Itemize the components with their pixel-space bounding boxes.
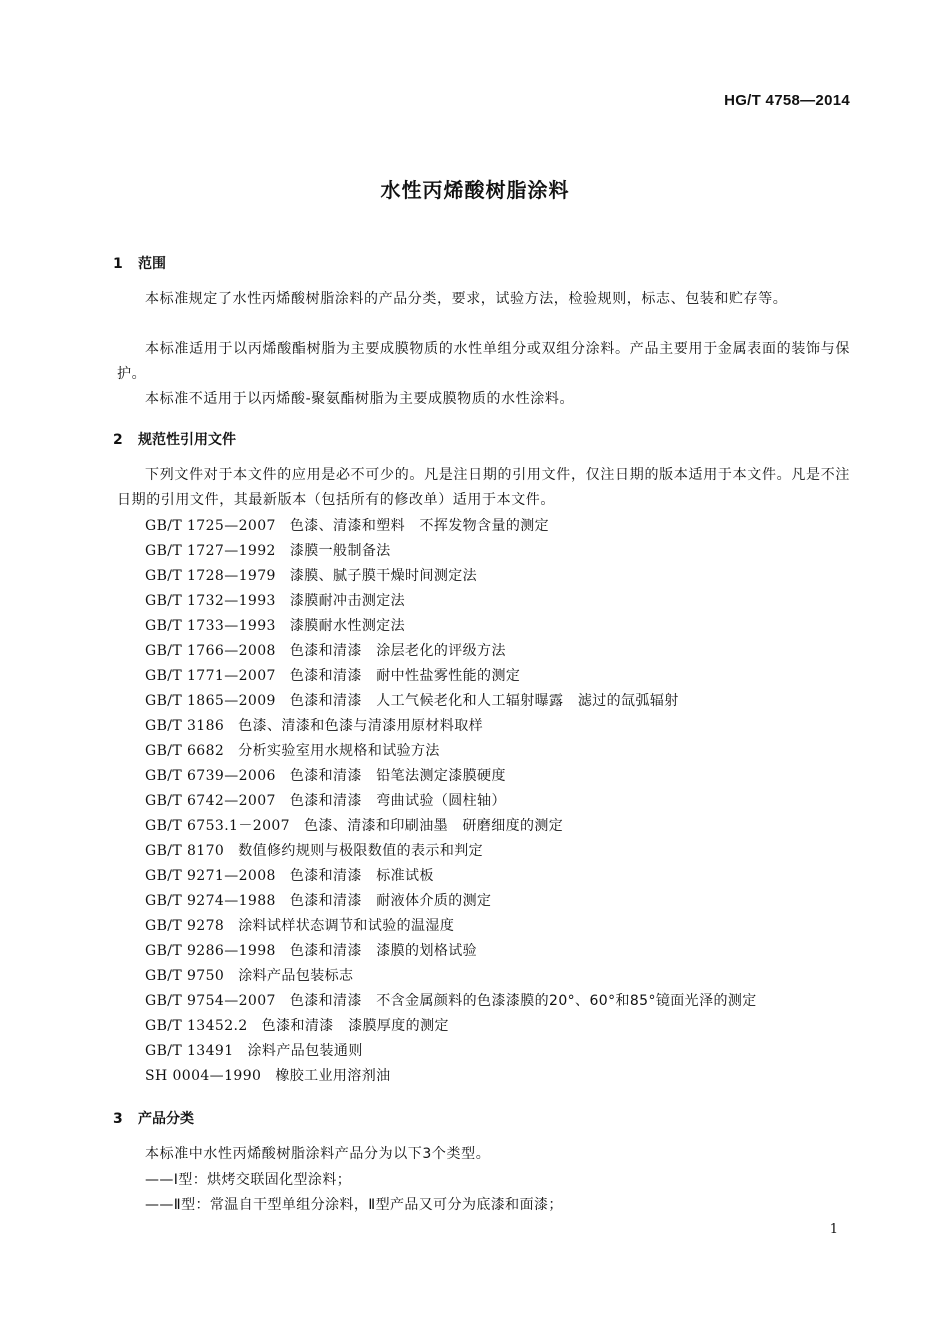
reference-title: 涂料产品包装通则 <box>247 1043 363 1059</box>
reference-item <box>145 840 483 860</box>
reference-title: 漆膜耐冲击测定法 <box>289 593 406 609</box>
reference-code: GB/T 9274—1988 <box>145 893 276 909</box>
reference-code: GB/T 9754—2007 <box>145 993 276 1009</box>
reference-item <box>145 715 483 735</box>
reference-item <box>145 1065 391 1085</box>
reference-item <box>145 1040 363 1060</box>
reference-item <box>145 1015 449 1035</box>
reference-title: 色漆和清漆 耐液体介质的测定 <box>289 893 492 909</box>
reference-title: 色漆和清漆 耐中性盐雾性能的测定 <box>289 668 521 684</box>
reference-title: 色漆和清漆 标准试板 <box>289 868 434 884</box>
reference-code: GB/T 1733—1993 <box>145 618 276 634</box>
reference-item <box>145 790 506 810</box>
reference-title: 色漆和清漆 铅笔法测定漆膜硬度 <box>289 768 506 784</box>
section-1-paragraph-2: 本标准适用于以丙烯酸酯树脂为主要成膜物质的水性单组分或双组分涂料。产品主要用于金属表面的装饰与保护。 <box>117 341 850 382</box>
reference-item <box>145 890 491 910</box>
section-2-heading <box>113 429 236 449</box>
section-number: 2 <box>113 432 123 448</box>
reference-item <box>145 815 563 835</box>
document-title: 水性丙烯酸树脂涂料 <box>380 178 570 202</box>
reference-item <box>145 740 440 760</box>
reference-item <box>145 965 353 985</box>
reference-code: GB/T 9278 <box>145 918 225 934</box>
reference-code: GB/T 1727—1992 <box>145 543 276 559</box>
reference-title: 漆膜一般制备法 <box>289 543 391 559</box>
reference-code: SH 0004—1990 <box>145 1068 262 1084</box>
reference-title: 涂料试样状态调节和试验的温湿度 <box>238 918 455 934</box>
reference-code: GB/T 9271—2008 <box>145 868 276 884</box>
reference-code: GB/T 6753.1－2007 <box>145 818 290 834</box>
reference-code: GB/T 1865—2009 <box>145 693 276 709</box>
section-3-heading <box>113 1108 194 1128</box>
reference-code: GB/T 1732—1993 <box>145 593 276 609</box>
section-number: 3 <box>113 1111 123 1127</box>
section-title: 规范性引用文件 <box>138 432 236 448</box>
reference-code: GB/T 6682 <box>145 743 225 759</box>
section-number: 1 <box>113 256 123 272</box>
reference-code: GB/T 1725—2007 <box>145 518 276 534</box>
reference-title: 橡胶工业用溶剂油 <box>275 1068 391 1084</box>
reference-code: GB/T 6742—2007 <box>145 793 276 809</box>
reference-title: 分析实验室用水规格和试验方法 <box>238 743 440 759</box>
section-title: 范围 <box>138 256 166 272</box>
section-1-paragraph-1: 本标准规定了水性丙烯酸树脂涂料的产品分类，要求，试验方法，检验规则，标志、包装和贮存等。 <box>145 291 788 307</box>
reference-item <box>145 690 679 710</box>
reference-item <box>145 640 506 660</box>
reference-title: 涂料产品包装标志 <box>238 968 354 984</box>
reference-title: 色漆和清漆 涂层老化的评级方法 <box>289 643 506 659</box>
reference-item <box>145 565 477 585</box>
reference-title: 色漆、清漆和塑料 不挥发物含量的测定 <box>289 518 550 534</box>
page-number: 1 <box>829 1222 838 1237</box>
reference-code: GB/T 1766—2008 <box>145 643 276 659</box>
reference-item <box>145 915 454 935</box>
reference-item <box>145 590 405 610</box>
reference-title: 数值修约规则与极限数值的表示和判定 <box>238 843 484 859</box>
reference-code: GB/T 3186 <box>145 718 225 734</box>
reference-code: GB/T 6739—2006 <box>145 768 276 784</box>
reference-item <box>145 515 549 535</box>
reference-code: GB/T 9750 <box>145 968 225 984</box>
reference-title: 漆膜、腻子膜干燥时间测定法 <box>289 568 478 584</box>
reference-item <box>145 615 405 635</box>
reference-code: GB/T 9286—1998 <box>145 943 276 959</box>
reference-title: 色漆、清漆和印刷油墨 研磨细度的测定 <box>304 818 564 834</box>
reference-title: 色漆和清漆 漆膜的划格试验 <box>289 943 478 959</box>
classification-item-type-2: ——Ⅱ型：常温自干型单组分涂料，Ⅱ型产品又可分为底漆和面漆； <box>145 1197 563 1213</box>
classification-item-type-1: ——Ⅰ型：烘烤交联固化型涂料； <box>145 1172 352 1188</box>
reference-item <box>145 540 391 560</box>
reference-item <box>145 665 520 685</box>
standard-code: HG/T 4758—2014 <box>724 92 850 109</box>
section-2-intro: 下列文件对于本文件的应用是必不可少的。凡是注日期的引用文件，仅注日期的版本适用于本文件。凡是不注日期的引用文件，其最新版本（包括所有的修改单）适用于本文件。 <box>117 467 850 508</box>
reference-code: GB/T 13491 <box>145 1043 234 1059</box>
reference-code: GB/T 8170 <box>145 843 225 859</box>
reference-title: 色漆和清漆 不含金属颜料的色漆漆膜的20°、60°和85°镜面光泽的测定 <box>289 993 757 1009</box>
section-1-heading <box>113 253 166 273</box>
reference-item <box>145 940 477 960</box>
section-3-intro: 本标准中水性丙烯酸树脂涂料产品分为以下3个类型。 <box>145 1146 491 1162</box>
reference-item <box>145 865 434 885</box>
section-title: 产品分类 <box>138 1111 194 1127</box>
reference-code: GB/T 13452.2 <box>145 1018 248 1034</box>
reference-title: 色漆和清漆 人工气候老化和人工辐射曝露 滤过的氙弧辐射 <box>289 693 679 709</box>
reference-title: 色漆和清漆 漆膜厚度的测定 <box>261 1018 449 1034</box>
reference-code: GB/T 1728—1979 <box>145 568 276 584</box>
reference-item <box>145 990 757 1010</box>
reference-code: GB/T 1771—2007 <box>145 668 276 684</box>
reference-title: 漆膜耐水性测定法 <box>289 618 406 634</box>
reference-item <box>145 765 506 785</box>
reference-title: 色漆、清漆和色漆与清漆用原材料取样 <box>238 718 484 734</box>
section-1-paragraph-3: 本标准不适用于以丙烯酸-聚氨酯树脂为主要成膜物质的水性涂料。 <box>145 391 575 407</box>
reference-title: 色漆和清漆 弯曲试验（圆柱轴） <box>289 793 506 809</box>
